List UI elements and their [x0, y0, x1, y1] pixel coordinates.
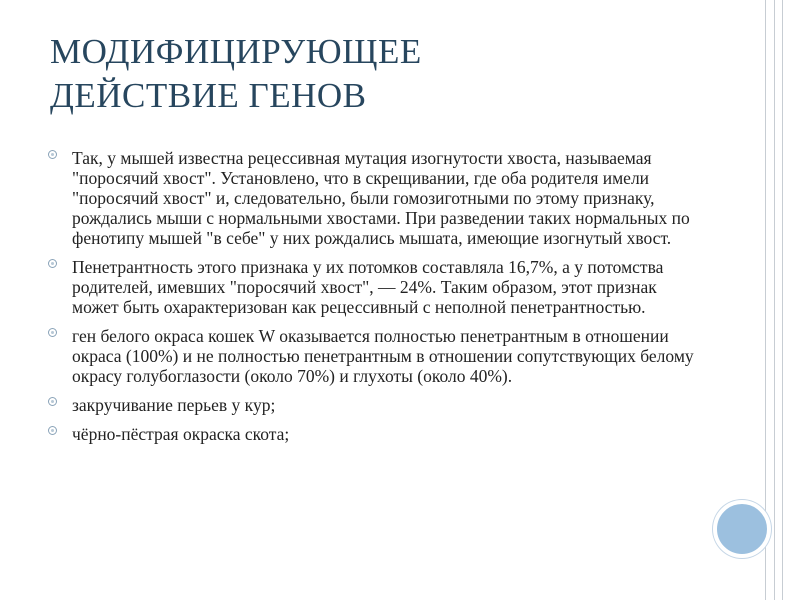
bullet-item-cattle-color: [48, 424, 698, 444]
bullet-item-penetrance: [48, 257, 698, 317]
bullet-text: Пенетрантность этого признака у их потомков составляла 16,7%, а у потомства родителей, имевших "поросячий хвост", — 24%. Таким образом, этот признак может быть охарактеризован как рецессивный с неполной пенетрантностью.: [72, 257, 664, 317]
bullet-text: Так, у мышей известна рецессивная мутация изогнутости хвоста, называемая "поросячий хвост". Установлено, что в скрещивании, где оба родителя имели "поросячий хвост" и, следовательно, были гомозиготными по этому признаку, рождались мыши с нормальными хвостами. При разведении таких нормальных по фенотипу мышей "в себе" у них рождались мышата, имеющие изогнутый хвост.: [72, 148, 690, 248]
border-line-middle: [774, 0, 775, 600]
bullet-text: чёрно-пёстрая окраска скота;: [72, 424, 290, 444]
bullet-text: закручивание перьев у кур;: [72, 395, 276, 415]
bullet-text: ген белого окраса кошек W оказывается полностью пенетрантным в отношении окраса (100%) и не полностью пенетрантным в отношении сопутствующих белому окрасу голубоглазости (около 70%) и глухоты (около 40%).: [72, 326, 694, 386]
border-line-right: [782, 0, 783, 600]
bullet-list: [48, 148, 698, 453]
bullet-item-cat-white-gene: [48, 326, 698, 386]
bullet-circle-icon: [48, 259, 57, 268]
bullet-item-chicken-feathers: [48, 395, 698, 415]
bullet-circle-icon: [48, 328, 57, 337]
slide-title-line-1: МОДИФИЦИРУЮЩЕЕ: [50, 32, 422, 71]
slide-title-line-2: ДЕЙСТВИЕ ГЕНОВ: [50, 76, 367, 115]
bullet-item-mice-tail: [48, 148, 698, 248]
bullet-circle-icon: [48, 426, 57, 435]
bullet-circle-icon: [48, 150, 57, 159]
border-line-left: [765, 0, 766, 600]
decorative-circle: [713, 500, 771, 558]
slide-title: [50, 30, 650, 118]
bullet-circle-icon: [48, 397, 57, 406]
